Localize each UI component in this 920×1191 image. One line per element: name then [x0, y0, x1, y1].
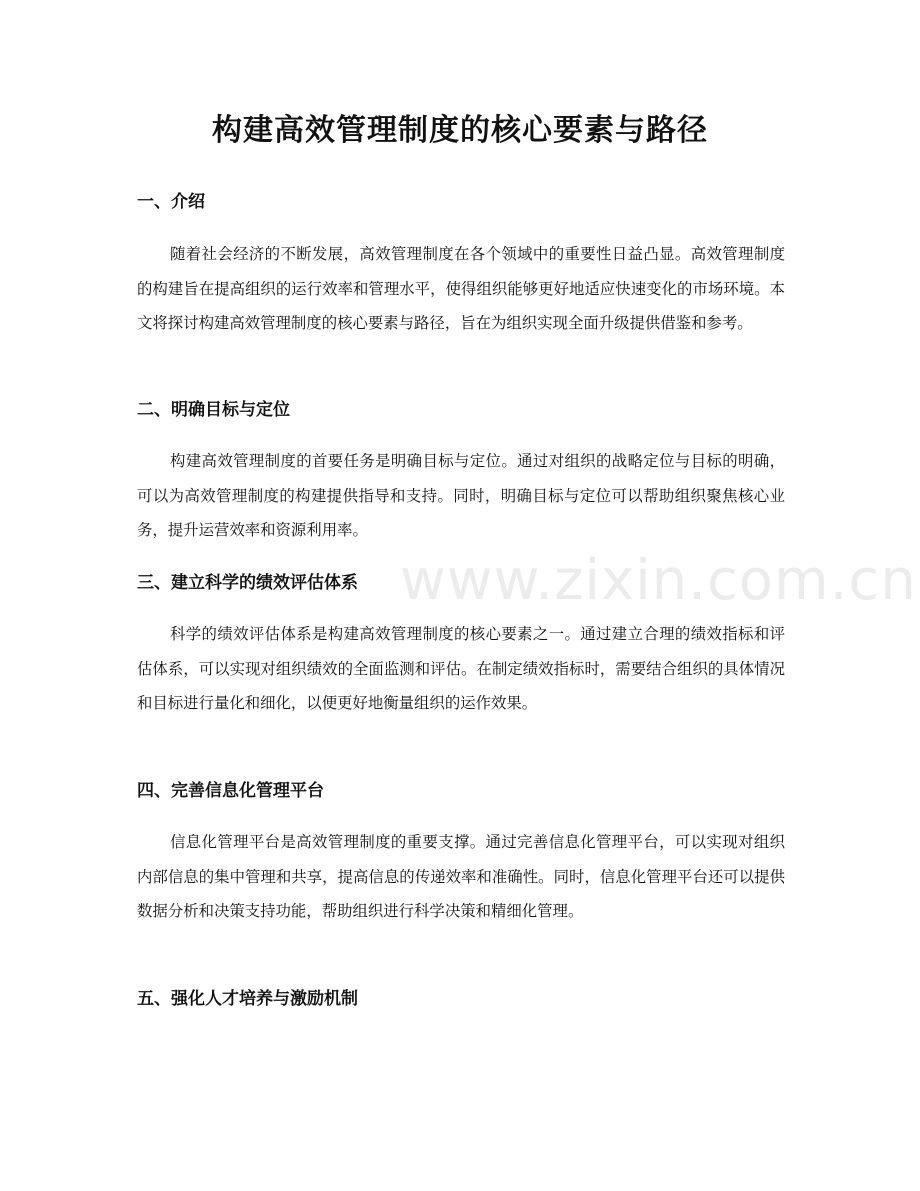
section-heading-talent: 五、强化人才培养与激励机制: [137, 989, 358, 1009]
section-paragraph-goals: 构建高效管理制度的首要任务是明确目标与定位。通过对组织的战略定位与目标的明确，可以为高效管理制度的构建提供指导和支持。同时，明确目标与定位可以帮助组织聚焦核心业务，提升运营效率和资源利用率。: [137, 452, 785, 539]
section-heading-goals: 二、明确目标与定位: [137, 400, 290, 420]
section-heading-information-platform: 四、完善信息化管理平台: [137, 781, 324, 801]
section-paragraph-introduction: 随着社会经济的不断发展，高效管理制度在各个领域中的重要性日益凸显。高效管理制度的构建旨在提高组织的运行效率和管理水平，使得组织能够更好地适应快速变化的市场环境。本文将探讨构建高效管理制度的核心要素与路径，旨在为组织实现全面升级提供借鉴和参考。: [137, 245, 785, 332]
section-heading-introduction: 一、介绍: [137, 192, 205, 212]
section-paragraph-information-platform: 信息化管理平台是高效管理制度的重要支撑。通过完善信息化管理平台，可以实现对组织内部信息的集中管理和共享，提高信息的传递效率和准确性。同时，信息化管理平台还可以提供数据分析和决策支持功能，帮助组织进行科学决策和精细化管理。: [137, 833, 785, 920]
watermark: www.zixin.com.cn: [400, 548, 917, 613]
section-paragraph-performance: 科学的绩效评估体系是构建高效管理制度的核心要素之一。通过建立合理的绩效指标和评估体系，可以实现对组织绩效的全面监测和评估。在制定绩效指标时，需要结合组织的具体情况和目标进行量化和细化，以便更好地衡量组织的运作效果。: [137, 625, 785, 712]
section-heading-performance: 三、建立科学的绩效评估体系: [137, 573, 358, 593]
document-title: 构建高效管理制度的核心要素与路径: [212, 113, 708, 148]
